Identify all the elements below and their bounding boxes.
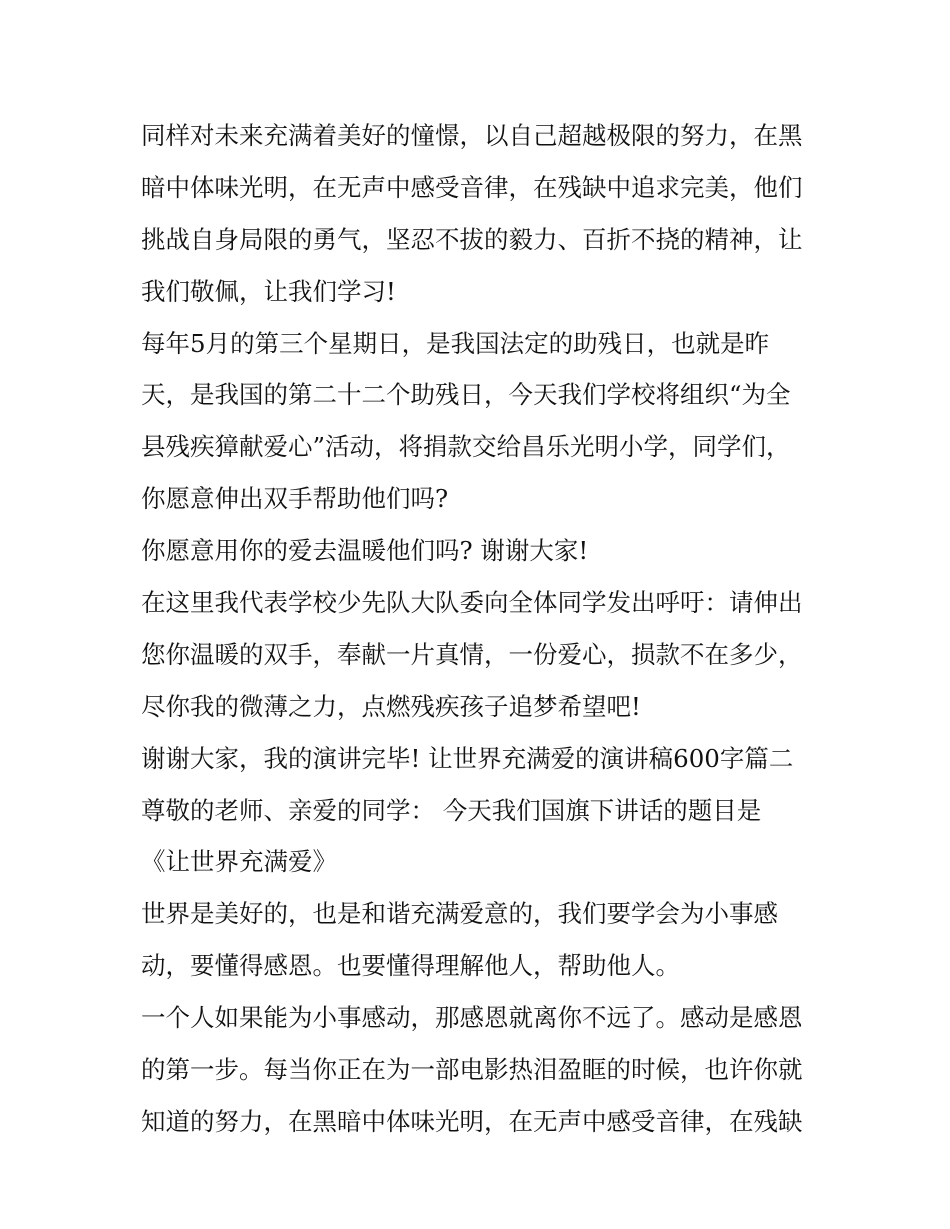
text-line: 您你温暖的双手，奉献一片真情，一份爱心，损款不在多少， <box>141 639 803 669</box>
text-line: 暗中体味光明，在无声中感受音律，在残缺中追求完美，他们 <box>141 172 803 202</box>
text-line: 尊敬的老师、亲爱的同学： 今天我们国旗下讲话的题目是 <box>141 795 762 825</box>
text-line: 你愿意用你的爱去温暖他们吗? 谢谢大家! <box>141 536 589 566</box>
text-line: 《让世界充满爱》 <box>141 847 337 877</box>
text-line: 天，是我国的第二十二个助残日，今天我们学校将组织“为全 <box>141 380 791 410</box>
document-body <box>141 110 831 1148</box>
text-line: 动，要懂得感恩。也要懂得理解他人，帮助他人。 <box>141 951 680 981</box>
text-line: 一个人如果能为小事感动，那感恩就离你不远了。感动是感恩 <box>141 1003 803 1033</box>
text-line: 的第一步。每当你正在为一部电影热泪盈眶的时候，也许你就 <box>141 1055 803 1085</box>
text-line: 知道的努力，在黑暗中体味光明，在无声中感受音律，在残缺 <box>141 1106 803 1136</box>
text-line: 县残疾獐献爱心”活动，将捐款交给昌乐光明小学，同学们， <box>141 432 791 462</box>
text-line: 在这里我代表学校少先队大队委向全体同学发出呼吁：请伸出 <box>141 588 803 618</box>
text-line: 世界是美好的，也是和谐充满爱意的，我们要学会为小事感 <box>141 899 778 929</box>
text-line: 谢谢大家，我的演讲完毕! 让世界充满爱的演讲稿600字篇二 <box>141 743 794 773</box>
text-line: 你愿意伸出双手帮助他们吗? <box>141 484 449 514</box>
text-line: 我们敬佩，让我们学习! <box>141 276 396 306</box>
text-line: 挑战自身局限的勇气，坚忍不拔的毅力、百折不挠的精神，让 <box>141 224 803 254</box>
text-line: 尽你我的微薄之力，点燃残疾孩子追梦希望吧! <box>141 691 641 721</box>
text-line: 每年5月的第三个星期日，是我国法定的助残日，也就是昨 <box>141 328 770 358</box>
text-line: 同样对未来充满着美好的憧憬，以自己超越极限的努力，在黑 <box>141 121 803 150</box>
